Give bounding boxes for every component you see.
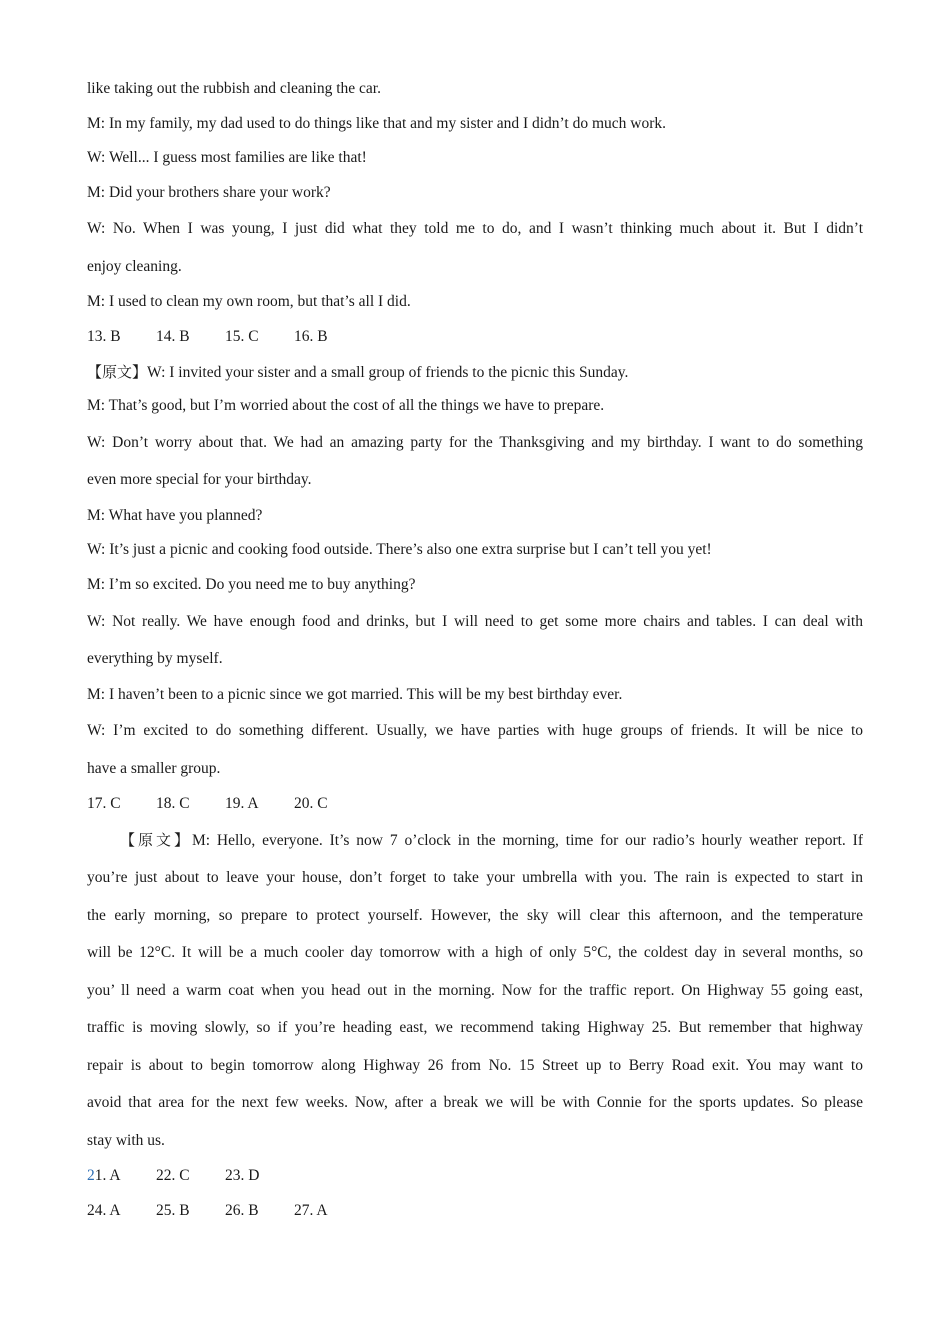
answer-row bbox=[87, 1159, 863, 1194]
transcript-label: 【原文】 bbox=[87, 362, 148, 381]
monologue-line: the early morning, so prepare to protect yourself. However, the sky will clear this afternoon, and the temperature bbox=[87, 906, 863, 924]
monologue-line: M: Hello, everyone. It’s now 7 o’clock in the morning, time for our radio’s hourly weather report. If bbox=[191, 831, 863, 849]
monologue-line: avoid that area for the next few weeks. Now, after a break we will be with Connie for the sports updates. So please bbox=[87, 1094, 863, 1112]
transcript-line bbox=[87, 822, 863, 860]
answer-item: 27. A bbox=[294, 1201, 328, 1219]
document-page bbox=[87, 72, 863, 1228]
dialogue-line: enjoy cleaning. bbox=[87, 257, 182, 275]
answer-item: 22. C bbox=[156, 1167, 190, 1185]
dialogue-line: W: It’s just a picnic and cooking food outside. There’s also one extra surprise but I can’t tell you yet! bbox=[87, 541, 712, 559]
dialogue-line: M: That’s good, but I’m worried about the cost of all the things we have to prepare. bbox=[87, 397, 605, 415]
answer-item: 15. C bbox=[225, 327, 259, 345]
dialogue-line: M: What have you planned? bbox=[87, 506, 263, 524]
dialogue-line: M: Did your brothers share your work? bbox=[87, 183, 331, 201]
monologue-line: repair is about to begin tomorrow along Highway 26 from No. 15 Street up to Berry Road exit. You may want to bbox=[87, 1056, 863, 1074]
answer-item: 26. B bbox=[225, 1201, 259, 1219]
answer-item: 20. C bbox=[294, 795, 328, 813]
dialogue-line: have a smaller group. bbox=[87, 759, 221, 777]
dialogue-line: even more special for your birthday. bbox=[87, 471, 312, 489]
answer-number-highlight: 2 bbox=[87, 1167, 95, 1185]
monologue-line: will be 12°C. It will be a much cooler day tomorrow with a high of only 5°C, the coldest day in several months, so bbox=[87, 944, 863, 962]
answer-row bbox=[87, 1194, 863, 1229]
dialogue-line: W: I invited your sister and a small group of friends to the picnic this Sunday. bbox=[147, 363, 629, 381]
answer-item: 17. C bbox=[87, 795, 121, 813]
answer-item: 13. B bbox=[87, 327, 121, 345]
monologue-line: you’ ll need a warm coat when you head out in the morning. Now for the traffic report. On Highway 55 going east, bbox=[87, 981, 863, 999]
answer-row bbox=[87, 787, 863, 822]
answer-item: 23. D bbox=[225, 1167, 260, 1185]
dialogue-line: M: I used to clean my own room, but that’s all I did. bbox=[87, 293, 411, 311]
answer-item: 14. B bbox=[156, 327, 190, 345]
dialogue-line: W: I’m excited to do something different. Usually, we have parties with huge groups of friends. It will be nice to bbox=[87, 722, 863, 740]
dialogue-line: like taking out the rubbish and cleaning the car. bbox=[87, 80, 381, 97]
answer-item: 18. C bbox=[156, 795, 190, 813]
answer-text: 1. A bbox=[94, 1167, 121, 1185]
dialogue-line: W: Don’t worry about that. We had an amazing party for the Thanksgiving and my birthday. I want to do something bbox=[87, 433, 863, 451]
answer-item: 25. B bbox=[156, 1201, 190, 1219]
dialogue-line: M: I haven’t been to a picnic since we got married. This will be my best birthday ever. bbox=[87, 685, 623, 703]
answer-item: 19. A bbox=[225, 795, 259, 813]
dialogue-line: W: No. When I was young, I just did what they told me to do, and I wasn’t thinking much about it. But I didn’t bbox=[87, 220, 863, 238]
answer-item bbox=[87, 1159, 156, 1194]
answer-row bbox=[87, 320, 863, 355]
transcript-line bbox=[87, 355, 863, 390]
dialogue-line: W: Not really. We have enough food and drinks, but I will need to get some more chairs and tables. I can deal with bbox=[87, 612, 863, 630]
transcript-label: 【原文】 bbox=[120, 830, 192, 849]
monologue-line: you’re just about to leave your house, don’t forget to take your umbrella with you. The rain is expected to start in bbox=[87, 869, 863, 887]
answer-item: 16. B bbox=[294, 327, 328, 345]
answer-item: 24. A bbox=[87, 1201, 121, 1219]
monologue-line: stay with us. bbox=[87, 1131, 165, 1149]
dialogue-line: M: I’m so excited. Do you need me to buy anything? bbox=[87, 575, 416, 593]
dialogue-line: M: In my family, my dad used to do things like that and my sister and I didn’t do much work. bbox=[87, 114, 667, 132]
monologue-line: traffic is moving slowly, so if you’re heading east, we recommend taking Highway 25. But remember that highway bbox=[87, 1019, 863, 1037]
dialogue-line: everything by myself. bbox=[87, 650, 223, 668]
dialogue-line: W: Well... I guess most families are like that! bbox=[87, 149, 367, 167]
